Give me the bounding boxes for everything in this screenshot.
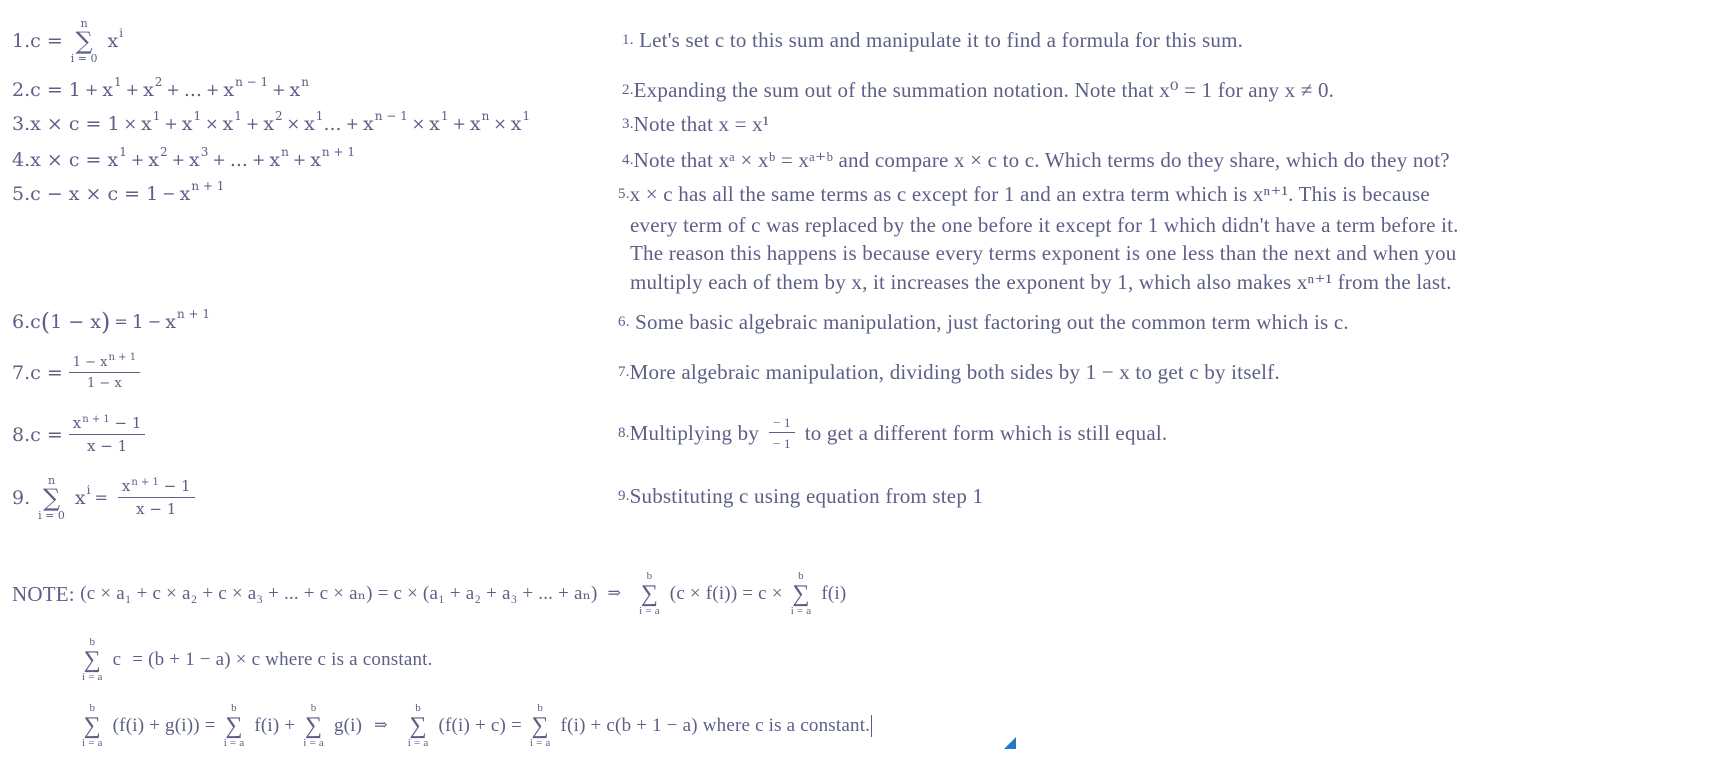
upper-limit: b — [798, 570, 804, 582]
term: x — [189, 149, 200, 171]
description-9 — [618, 484, 983, 508]
term: x — [362, 113, 374, 135]
description-label: 1. — [622, 32, 634, 48]
exponent: 2 — [160, 145, 168, 159]
description-label: 6. — [618, 314, 630, 330]
lower-limit: i = a — [82, 737, 103, 749]
exponent: n − 1 — [374, 109, 408, 123]
description-4 — [622, 148, 1450, 172]
description-5-line-3 — [630, 241, 1457, 265]
operator: + — [292, 150, 307, 169]
equation-lhs: x × c = — [30, 113, 102, 135]
upper-limit: b — [415, 702, 421, 714]
note-expression: (f(i) + g(i)) = — [112, 715, 216, 736]
summation-symbol — [303, 702, 324, 750]
numerator — [69, 416, 146, 435]
note-expression: (c × f(i)) = c × — [669, 583, 783, 604]
equation-6 — [12, 307, 211, 336]
equation-9 — [12, 470, 201, 526]
equation-label: 8. — [12, 424, 31, 446]
term: − 1 — [163, 477, 191, 495]
equation-label: 4. — [12, 149, 31, 171]
description-5-line-1 — [618, 182, 1430, 206]
equation-lhs: x × c = — [30, 149, 102, 171]
note-expression: f(i) + c(b + 1 − a) where c is a constant. — [560, 715, 871, 736]
note-expression: (c × a₁ + c × a₂ + c × a₃ + ... + c × aₙ) = c × (a₁ + a₂ + a₃ + ... + aₙ) — [80, 583, 598, 604]
term: x — [269, 149, 281, 171]
operator: × — [286, 114, 301, 133]
term: x — [181, 113, 193, 135]
sigma-icon: ∑ — [304, 713, 323, 739]
exponent: 1 — [522, 109, 531, 123]
note-expression: g(i) — [333, 715, 363, 736]
exponent: 1 — [315, 109, 324, 123]
operator: + — [130, 150, 145, 169]
term: x — [165, 311, 176, 333]
upper-limit: b — [310, 702, 317, 714]
description-text: Some basic algebraic manipulation, just factoring out the common term which is c. — [635, 310, 1349, 334]
exponent: i — [86, 483, 91, 497]
equation-label: 1. — [12, 30, 31, 52]
note-line-2 — [74, 632, 433, 688]
equation-label: 3. — [12, 113, 31, 135]
exponent: n + 1 — [321, 145, 355, 159]
term: x — [148, 149, 159, 171]
lower-limit: i = a — [790, 605, 812, 617]
upper-limit: b — [231, 702, 237, 714]
term: x — [143, 79, 154, 101]
description-text: Note that x = x¹ — [633, 112, 770, 136]
implies-icon: ⇒ — [607, 585, 622, 602]
operator: × — [205, 114, 219, 133]
description-text: Note that xᵃ × xᵇ = xᵃ⁺ᵇ and compare x × c to c. Which terms do they share, which do they not? — [633, 148, 1450, 172]
exponent: i — [119, 26, 124, 40]
sigma-icon: ∑ — [75, 27, 93, 55]
description-text: The reason this happens is because every terms exponent is one less than the next and when you — [630, 241, 1457, 265]
equation-lhs: c = — [30, 79, 63, 101]
sigma-icon: ∑ — [83, 647, 101, 673]
term: x — [469, 113, 481, 135]
equation-8 — [12, 410, 151, 460]
summation-symbol — [82, 636, 103, 684]
exponent: 2 — [275, 109, 283, 123]
equation-4 — [12, 145, 355, 172]
sigma-icon: ∑ — [409, 713, 427, 739]
exponent: n + 1 — [191, 179, 225, 193]
description-text: every term of c was replaced by the one before it except for 1 which didn't have a term before it. — [630, 213, 1459, 237]
summation-symbol — [38, 474, 65, 522]
operator: + — [84, 80, 99, 99]
description-6 — [618, 310, 1349, 334]
equation-label: 7. — [12, 362, 31, 384]
term: x — [263, 113, 275, 135]
exponent: 2 — [154, 75, 163, 89]
operator: = — [114, 312, 128, 331]
term: x — [141, 113, 152, 135]
lower-limit: i = a — [82, 671, 103, 683]
operator: − — [162, 184, 176, 203]
note-expression: (f(i) + c) = — [438, 715, 522, 736]
equation-label: 9. — [12, 487, 31, 509]
description-5-line-4 — [630, 270, 1452, 294]
description-text: Let's set c to this sum and manipulate it to find a formula for this sum. — [639, 28, 1244, 52]
note-expression: f(i) — [821, 583, 847, 604]
denominator: x − 1 — [87, 437, 128, 455]
summation-symbol — [639, 570, 660, 618]
exponent: n − 1 — [235, 75, 269, 89]
exponent: 1 — [440, 109, 449, 123]
lower-limit: i = a — [529, 737, 551, 749]
equation-lhs: c = — [30, 30, 63, 52]
term: x — [429, 113, 440, 135]
equation-lhs: c = — [30, 362, 63, 384]
description-label: 4. — [622, 152, 634, 168]
equation-1 — [12, 16, 123, 66]
operator: + — [452, 114, 466, 133]
description-text: More algebraic manipulation, dividing both sides by 1 − x to get c by itself. — [629, 360, 1280, 384]
description-label: 2. — [622, 82, 634, 98]
term: x — [289, 79, 301, 101]
description-label: 7. — [618, 364, 630, 380]
exponent: n — [481, 109, 490, 123]
exponent: 1 — [119, 145, 127, 159]
equation-7 — [12, 348, 146, 398]
resize-handle-icon[interactable] — [1004, 737, 1016, 749]
lower-limit: i = 0 — [70, 52, 98, 65]
exponent: n + 1 — [176, 307, 211, 321]
lower-limit: i = a — [303, 737, 324, 749]
upper-limit: b — [537, 702, 544, 714]
denominator: − 1 — [773, 436, 791, 451]
exponent: n + 1 — [108, 352, 137, 363]
term: x — [310, 149, 321, 171]
lower-limit: i = a — [639, 605, 660, 617]
lower-limit: i = 0 — [38, 509, 65, 522]
equation-2 — [12, 75, 309, 102]
term: x — [107, 149, 119, 171]
operator: + — [245, 114, 260, 133]
note-expression: f(i) + — [254, 715, 296, 736]
upper-limit: n — [80, 17, 88, 30]
numerator — [118, 479, 195, 498]
exponent: n + 1 — [82, 414, 110, 425]
term: c — [30, 311, 41, 333]
operator: + — [251, 150, 266, 169]
numerator — [69, 352, 140, 373]
fraction — [69, 416, 146, 454]
exponent: 1 — [193, 109, 202, 123]
description-5-line-2 — [630, 213, 1459, 237]
lower-limit: i = a — [407, 737, 429, 749]
description-1 — [622, 28, 1243, 52]
ellipsis: ... — [229, 149, 248, 171]
operator: = — [94, 488, 108, 507]
upper-limit: n — [47, 474, 56, 487]
exponent: 3 — [200, 145, 209, 159]
ellipsis: ... — [183, 79, 202, 101]
operator: × — [123, 114, 138, 133]
denominator: x − 1 — [136, 500, 177, 518]
description-label: 5. — [618, 186, 630, 202]
operator: + — [171, 150, 186, 169]
exponent: n — [301, 75, 309, 89]
term: 1 — [131, 311, 144, 333]
exponent: 1 — [152, 109, 161, 123]
operator: + — [345, 114, 359, 133]
operator: + — [125, 80, 140, 99]
description-text: multiply each of them by x, it increases the exponent by 1, which also makes xⁿ⁺¹ from the last. — [630, 270, 1452, 294]
term: 1 — [146, 183, 159, 205]
sigma-icon: ∑ — [83, 713, 101, 739]
summation-symbol — [224, 702, 245, 750]
operator: × — [493, 114, 507, 133]
sigma-icon: ∑ — [225, 713, 243, 739]
term: x — [102, 79, 114, 101]
term: x — [121, 477, 131, 495]
ellipsis: ... — [323, 113, 342, 135]
equation-label: 2. — [12, 79, 31, 101]
description-7 — [618, 360, 1280, 384]
description-text: to get a different form which is still equal. — [804, 421, 1168, 445]
term: 1 — [107, 113, 120, 135]
description-8 — [618, 410, 1167, 456]
equation-5 — [12, 179, 225, 206]
note-expression: c — [112, 649, 122, 670]
sigma-icon: ∑ — [640, 581, 659, 607]
exponent: n + 1 — [131, 477, 159, 488]
term: x — [72, 414, 82, 432]
term: 1 − x — [72, 355, 108, 370]
summation-symbol — [791, 570, 812, 618]
equation-lhs: c = — [30, 424, 63, 446]
summation-symbol — [82, 702, 103, 750]
exponent: 1 — [114, 75, 122, 89]
fraction — [769, 416, 795, 450]
paren: ( — [40, 308, 51, 336]
summation-symbol — [408, 702, 429, 750]
description-label: 3. — [622, 116, 634, 132]
term: x — [222, 113, 234, 135]
note-expression: = (b + 1 − a) × c where c is a constant. — [132, 649, 433, 670]
summation-symbol — [71, 17, 98, 65]
equation-label: 5. — [12, 183, 31, 205]
term: 1 — [68, 79, 81, 101]
note-line-1 — [12, 566, 846, 622]
term: x — [223, 79, 235, 101]
equation-label: 6. — [12, 311, 31, 333]
exponent: 1 — [234, 109, 242, 123]
summation-symbol — [530, 702, 551, 750]
description-label: 9. — [618, 488, 630, 504]
paren: ) — [100, 308, 111, 336]
sigma-icon: ∑ — [792, 581, 810, 607]
sigma-icon: ∑ — [42, 484, 61, 512]
description-3 — [622, 112, 769, 136]
description-label: 8. — [618, 425, 630, 441]
operator: + — [272, 80, 286, 99]
text-caret — [871, 715, 872, 737]
upper-limit: b — [89, 636, 96, 648]
term: x — [304, 113, 315, 135]
term: x — [179, 183, 191, 205]
operator: + — [164, 114, 178, 133]
operator: + — [166, 80, 180, 99]
description-text: Expanding the sum out of the summation notation. Note that x⁰ = 1 for any x ≠ 0. — [633, 78, 1335, 102]
upper-limit: b — [89, 702, 96, 714]
lower-limit: i = a — [223, 737, 245, 749]
sigma-icon: ∑ — [531, 713, 549, 739]
note-label: NOTE: — [12, 582, 75, 606]
operator: − — [147, 312, 162, 331]
numerator: − 1 — [769, 416, 795, 433]
operator: + — [205, 80, 220, 99]
fraction — [118, 479, 195, 517]
note-line-3 — [74, 698, 872, 754]
description-text: Multiplying by — [629, 421, 760, 445]
term: − 1 — [114, 414, 142, 432]
equation-lhs: c − x × c = — [30, 183, 141, 205]
description-2 — [622, 78, 1334, 102]
term: x — [510, 113, 522, 135]
equation-3 — [12, 109, 531, 136]
operator: + — [212, 150, 226, 169]
operator: × — [411, 114, 426, 133]
description-text: Substituting c using equation from step 1 — [629, 484, 984, 508]
implies-icon: ⇒ — [374, 717, 388, 734]
term: x — [74, 487, 86, 509]
description-text: x × c has all the same terms as c except for 1 and an extra term which is xⁿ⁺¹. This is because — [629, 182, 1430, 206]
exponent: n — [281, 145, 289, 159]
term: x — [107, 30, 119, 52]
term: 1 − x — [50, 311, 101, 333]
fraction — [69, 352, 140, 391]
denominator: 1 − x — [87, 376, 122, 391]
upper-limit: b — [646, 570, 653, 582]
